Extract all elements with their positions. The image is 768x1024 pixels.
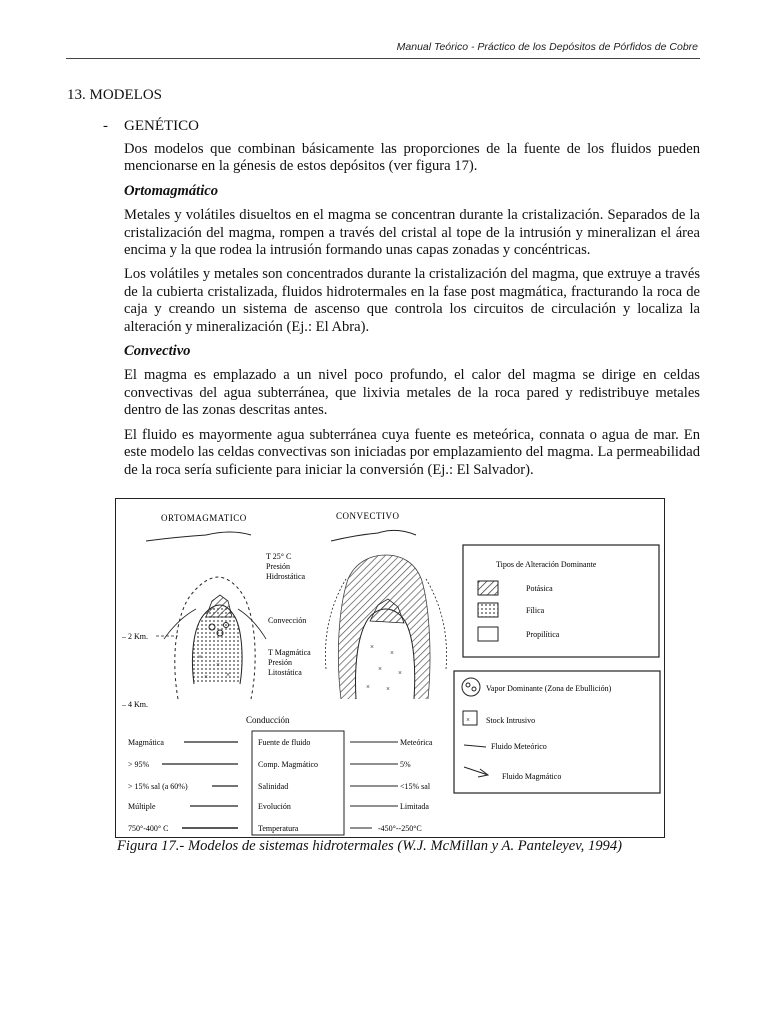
stock-x-mark: ×	[226, 671, 230, 679]
stock-x-mark: ×	[398, 669, 402, 677]
legend-vapor-label: Vapor Dominante (Zona de Ebullición)	[486, 684, 612, 693]
table-left-1: > 95%	[128, 760, 150, 769]
section-title: 13. MODELOS	[67, 87, 163, 103]
paragraph-intro: Dos modelos que combinan básicamente las proporciones de la fuente de los fluidos pueden mencionarse en la génesis de estos depósitos (ver figura 17).	[124, 141, 700, 175]
stock-x-mark: ×	[198, 653, 202, 661]
figure-17	[115, 498, 665, 838]
table-right-3: Limitada	[400, 802, 429, 811]
title-convectivo: CONVECTIVO	[336, 511, 400, 521]
figure-diagram	[116, 499, 664, 837]
running-header: Manual Teórico - Práctico de los Depósitos de Pórfidos de Cobre	[396, 41, 698, 53]
table-middle-2: Salinidad	[258, 782, 289, 791]
stock-x-mark: ×	[366, 683, 370, 691]
table-right-4: -450°--250°C	[378, 824, 422, 833]
subheading-convectivo: Convectivo	[124, 343, 191, 360]
table-middle-1: Comp. Magmático	[258, 760, 318, 769]
legend-alteration-title: Tipos de Alteración Dominante	[496, 560, 597, 569]
label-conveccion: Convección	[268, 616, 307, 625]
depth-4km: – 4 Km.	[122, 700, 148, 709]
title-ortomagmatico: ORTOMAGMATICO	[161, 513, 247, 523]
label-t-magmatica: T Magmática	[268, 648, 311, 657]
table-middle-3: Evolución	[258, 802, 291, 811]
stock-x-mark: ×	[370, 643, 374, 651]
legend-swatch-potasica	[478, 581, 498, 595]
table-right-0: Meteórica	[400, 738, 433, 747]
paragraph-conv-2: El fluido es mayormente agua subterránea cuya fuente es meteórica, connata o agua de mar. En este modelo las celdas convectivas son iniciadas por emplazamiento del magma. La permeabilidad de la roca sería suficiente para iniciar la conversión (Ej.: El Salvador).	[124, 426, 700, 478]
left-potassic-cap	[206, 595, 232, 617]
surface-line-right	[331, 530, 416, 541]
legend-stock-x: ×	[466, 716, 470, 724]
legend-magmatic-label: Fluido Magmático	[502, 772, 562, 781]
stock-x-mark: ×	[204, 673, 208, 681]
stock-x-mark: ×	[216, 661, 220, 669]
bullet-dash: -	[103, 118, 108, 134]
table-left-2: > 15% sal (a 60%)	[128, 782, 188, 791]
legend-swatch-propilitica	[478, 627, 498, 641]
table-left-3: Múltiple	[128, 802, 156, 811]
label-litostatica: Litostática	[268, 668, 302, 677]
fluid-arrow	[164, 609, 196, 639]
header-rule	[66, 58, 700, 59]
table-left-0: Magmática	[128, 738, 164, 747]
legend-label-potasica: Potásica	[526, 584, 553, 593]
paragraph-conv-1: El magma es emplazado a un nivel poco profundo, el calor del magma se dirige en celdas convectivas del agua subterránea, que lixivia metales de la roca pared y redistribuye metales dentro de las zonas descritas antes.	[124, 367, 700, 419]
subheading-ortomagmatico: Ortomagmático	[124, 182, 219, 199]
label-t25: T 25° C	[266, 552, 292, 561]
legend-stock-label: Stock Intrusivo	[486, 716, 536, 725]
figure-caption: Figura 17.- Modelos de sistemas hidrotermales (W.J. McMillan y A. Panteleyev, 1994)	[117, 838, 623, 854]
stock-x-mark: ×	[386, 685, 390, 693]
legend-meteoric-label: Fluido Meteórico	[491, 742, 547, 751]
paragraph-ortho-1: Metales y volátiles disueltos en el magma se concentran durante la cristalización. Separados de la cristalización del magma, rompen a través del cristal al tope de la intrusión y mineralizan el área encima y la que rodea la intrusión formando unas capas zonadas y concéntricas.	[124, 207, 700, 259]
table-middle-0: Fuente de fluido	[258, 738, 311, 747]
legend-swatch-filica	[478, 603, 498, 617]
label-presion-1: Presión	[266, 562, 290, 571]
table-middle-4: Temperatura	[258, 824, 299, 833]
body-text	[124, 141, 700, 486]
stock-x-mark: ×	[378, 665, 382, 673]
legend-label-filica: Fílica	[526, 606, 545, 615]
depth-2km: – 2 Km.	[122, 632, 148, 641]
fluid-arrow	[238, 609, 266, 639]
bullet-label: GENÉTICO	[124, 118, 199, 134]
table-right-1: 5%	[400, 760, 411, 769]
stock-x-mark: ×	[390, 649, 394, 657]
table-left-4: 750°-400° C	[128, 824, 169, 833]
table-right-2: <15% sal	[400, 782, 431, 791]
label-presion-2: Presión	[268, 658, 292, 667]
paragraph-ortho-2: Los volátiles y metales son concentrados durante la cristalización del magma, que extruye a través de la cubierta cristalizada, fluidos hidrotermales en la fase post magmática, fracturando la roca de caja y creando un sistema de ascenso que controla los circuitos de circulación y localiza la alteración y mineralización (Ej.: El Abra).	[124, 266, 700, 335]
label-conduccion: Conducción	[246, 715, 290, 725]
label-hidrostatica: Hidrostática	[266, 572, 306, 581]
surface-line-left	[146, 532, 251, 541]
bullet-genetico	[103, 118, 199, 135]
legend-label-propilitica: Propilítica	[526, 630, 560, 639]
